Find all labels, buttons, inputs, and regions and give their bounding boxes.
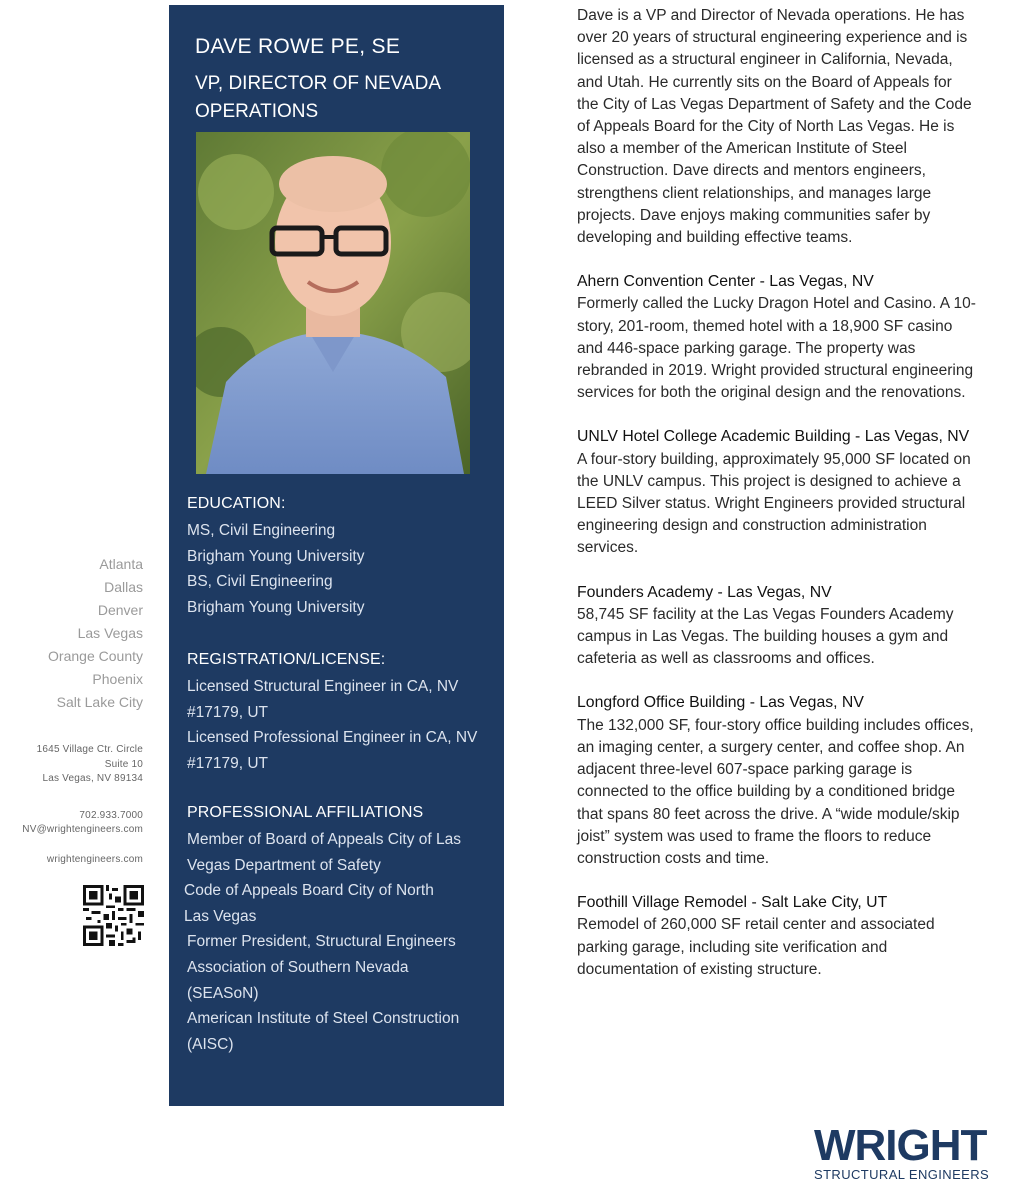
logo-wordmark: WRIGHT (814, 1121, 987, 1170)
affiliations-list (184, 827, 492, 1057)
email-link[interactable]: NV@wrightengineers.com (22, 824, 143, 835)
affiliation-item: (SEASoN) (187, 984, 259, 1002)
project-title: Foothill Village Remodel - Salt Lake City, UT (577, 894, 888, 912)
education-item: Brigham Young University (187, 598, 365, 616)
education-item: MS, Civil Engineering (187, 522, 336, 539)
office-city: Atlanta (99, 556, 143, 572)
address-line: Las Vegas, NV 89134 (42, 773, 143, 784)
education-item: BS, Civil Engineering (187, 573, 333, 591)
project-title: Founders Academy - Las Vegas, NV (577, 583, 832, 601)
project-entry (577, 426, 977, 559)
address-line: 1645 Village Ctr. Circle (36, 744, 143, 755)
affiliation-item: Association of Southern Nevada (187, 958, 409, 976)
project-entry (577, 271, 977, 404)
affiliation-item: Member of Board of Appeals City of Las (187, 831, 461, 848)
affiliation-item: American Institute of Steel Construction (187, 1010, 460, 1028)
project-entry (577, 692, 977, 870)
project-description: Formerly called the Lucky Dragon Hotel and Casino. A 10-story, 201-room, themed hotel with a 18,900 SF casino and 446-space parking garage. The property was rebranded in 2019. Wright provided structural engineering services for both the original design and the renovations. (577, 295, 976, 402)
affiliation-item: Vegas Department of Safety (187, 856, 381, 874)
project-title: Ahern Convention Center - Las Vegas, NV (577, 273, 874, 291)
office-list (0, 553, 143, 714)
education-heading: EDUCATION: (187, 495, 286, 512)
qr-code-icon[interactable] (83, 885, 144, 946)
office-city: Denver (97, 602, 143, 618)
affiliation-item: Las Vegas (184, 907, 257, 925)
office-city: Salt Lake City (56, 694, 143, 710)
person-title: VP, DIRECTOR OF NEVADA OPERATIONS (195, 73, 440, 122)
logo-subtitle: STRUCTURAL ENGINEERS (814, 1167, 990, 1182)
phone-number[interactable]: 702.933.7000 (79, 809, 143, 821)
affiliation-item: Code of Appeals Board City of North (184, 882, 434, 900)
affiliations-heading: PROFESSIONAL AFFILIATIONS (187, 804, 424, 821)
person-name: DAVE ROWE PE, SE (195, 35, 401, 58)
contact-block (0, 743, 143, 867)
office-city: Las Vegas (77, 625, 143, 641)
website-link[interactable]: wrightengineers.com (46, 853, 143, 865)
bio-column (577, 5, 977, 981)
registration-list (187, 674, 492, 776)
project-description: 58,745 SF facility at the Las Vegas Founders Academy campus in Las Vegas. The building houses a gym and cafeteria as well as classrooms and offices. (577, 605, 954, 668)
project-entry (577, 582, 977, 671)
project-description: A four-story building, approximately 95,000 SF located on the UNLV campus. This project is designed to achieve a LEED Silver status. Wright Engineers provided structural engineering design and construction administration services. (577, 450, 971, 557)
bio-paragraph: Dave is a VP and Director of Nevada operations. He has over 20 years of structural engineering experience and is licensed as a structural engineer in California, Nevada, and Utah. He currently sits on the Board of Appeals for the City of Las Vegas Department of Safety and the Code of Appeals Board for the City of North Las Vegas. He is also a member of the American Institute of Steel Construction. Dave directs and mentors engineers, strengthens client relationships, and manages large projects. Dave enjoys making communities safer by developing and building effective teams. (577, 7, 972, 247)
affiliation-item: Former President, Structural Engineers (187, 933, 456, 951)
company-logo (814, 1121, 1004, 1186)
office-city: Phoenix (92, 671, 143, 687)
office-city: Orange County (48, 648, 143, 664)
address-line: Suite 10 (104, 758, 143, 770)
education-list (187, 518, 492, 620)
portrait-photo (196, 132, 470, 474)
project-entry (577, 892, 977, 981)
project-description: Remodel of 260,000 SF retail center and associated parking garage, including site verification and documentation of existing structure. (577, 916, 935, 978)
office-city: Dallas (104, 579, 143, 595)
project-title: Longford Office Building - Las Vegas, NV (577, 694, 864, 712)
education-item: Brigham Young University (187, 547, 365, 565)
registration-item: #17179, UT (187, 703, 268, 721)
profile-panel (169, 5, 504, 1106)
project-description: The 132,000 SF, four-story office building includes offices, an imaging center, a surgery center, and coffee shop. An adjacent three-level 607-space parking garage is connected to the office building by a conditioned bridge that spans 80 feet across the drive. A “wide module/skip joist” system was used to frame the floors to reduce construction costs and time. (577, 716, 974, 867)
registration-item: Licensed Professional Engineer in CA, NV (187, 729, 478, 747)
registration-item: Licensed Structural Engineer in CA, NV (187, 678, 459, 695)
project-title: UNLV Hotel College Academic Building - Las Vegas, NV (577, 428, 970, 446)
registration-heading: REGISTRATION/LICENSE: (187, 651, 386, 668)
registration-item: #17179, UT (187, 754, 268, 772)
affiliation-item: (AISC) (187, 1035, 234, 1053)
